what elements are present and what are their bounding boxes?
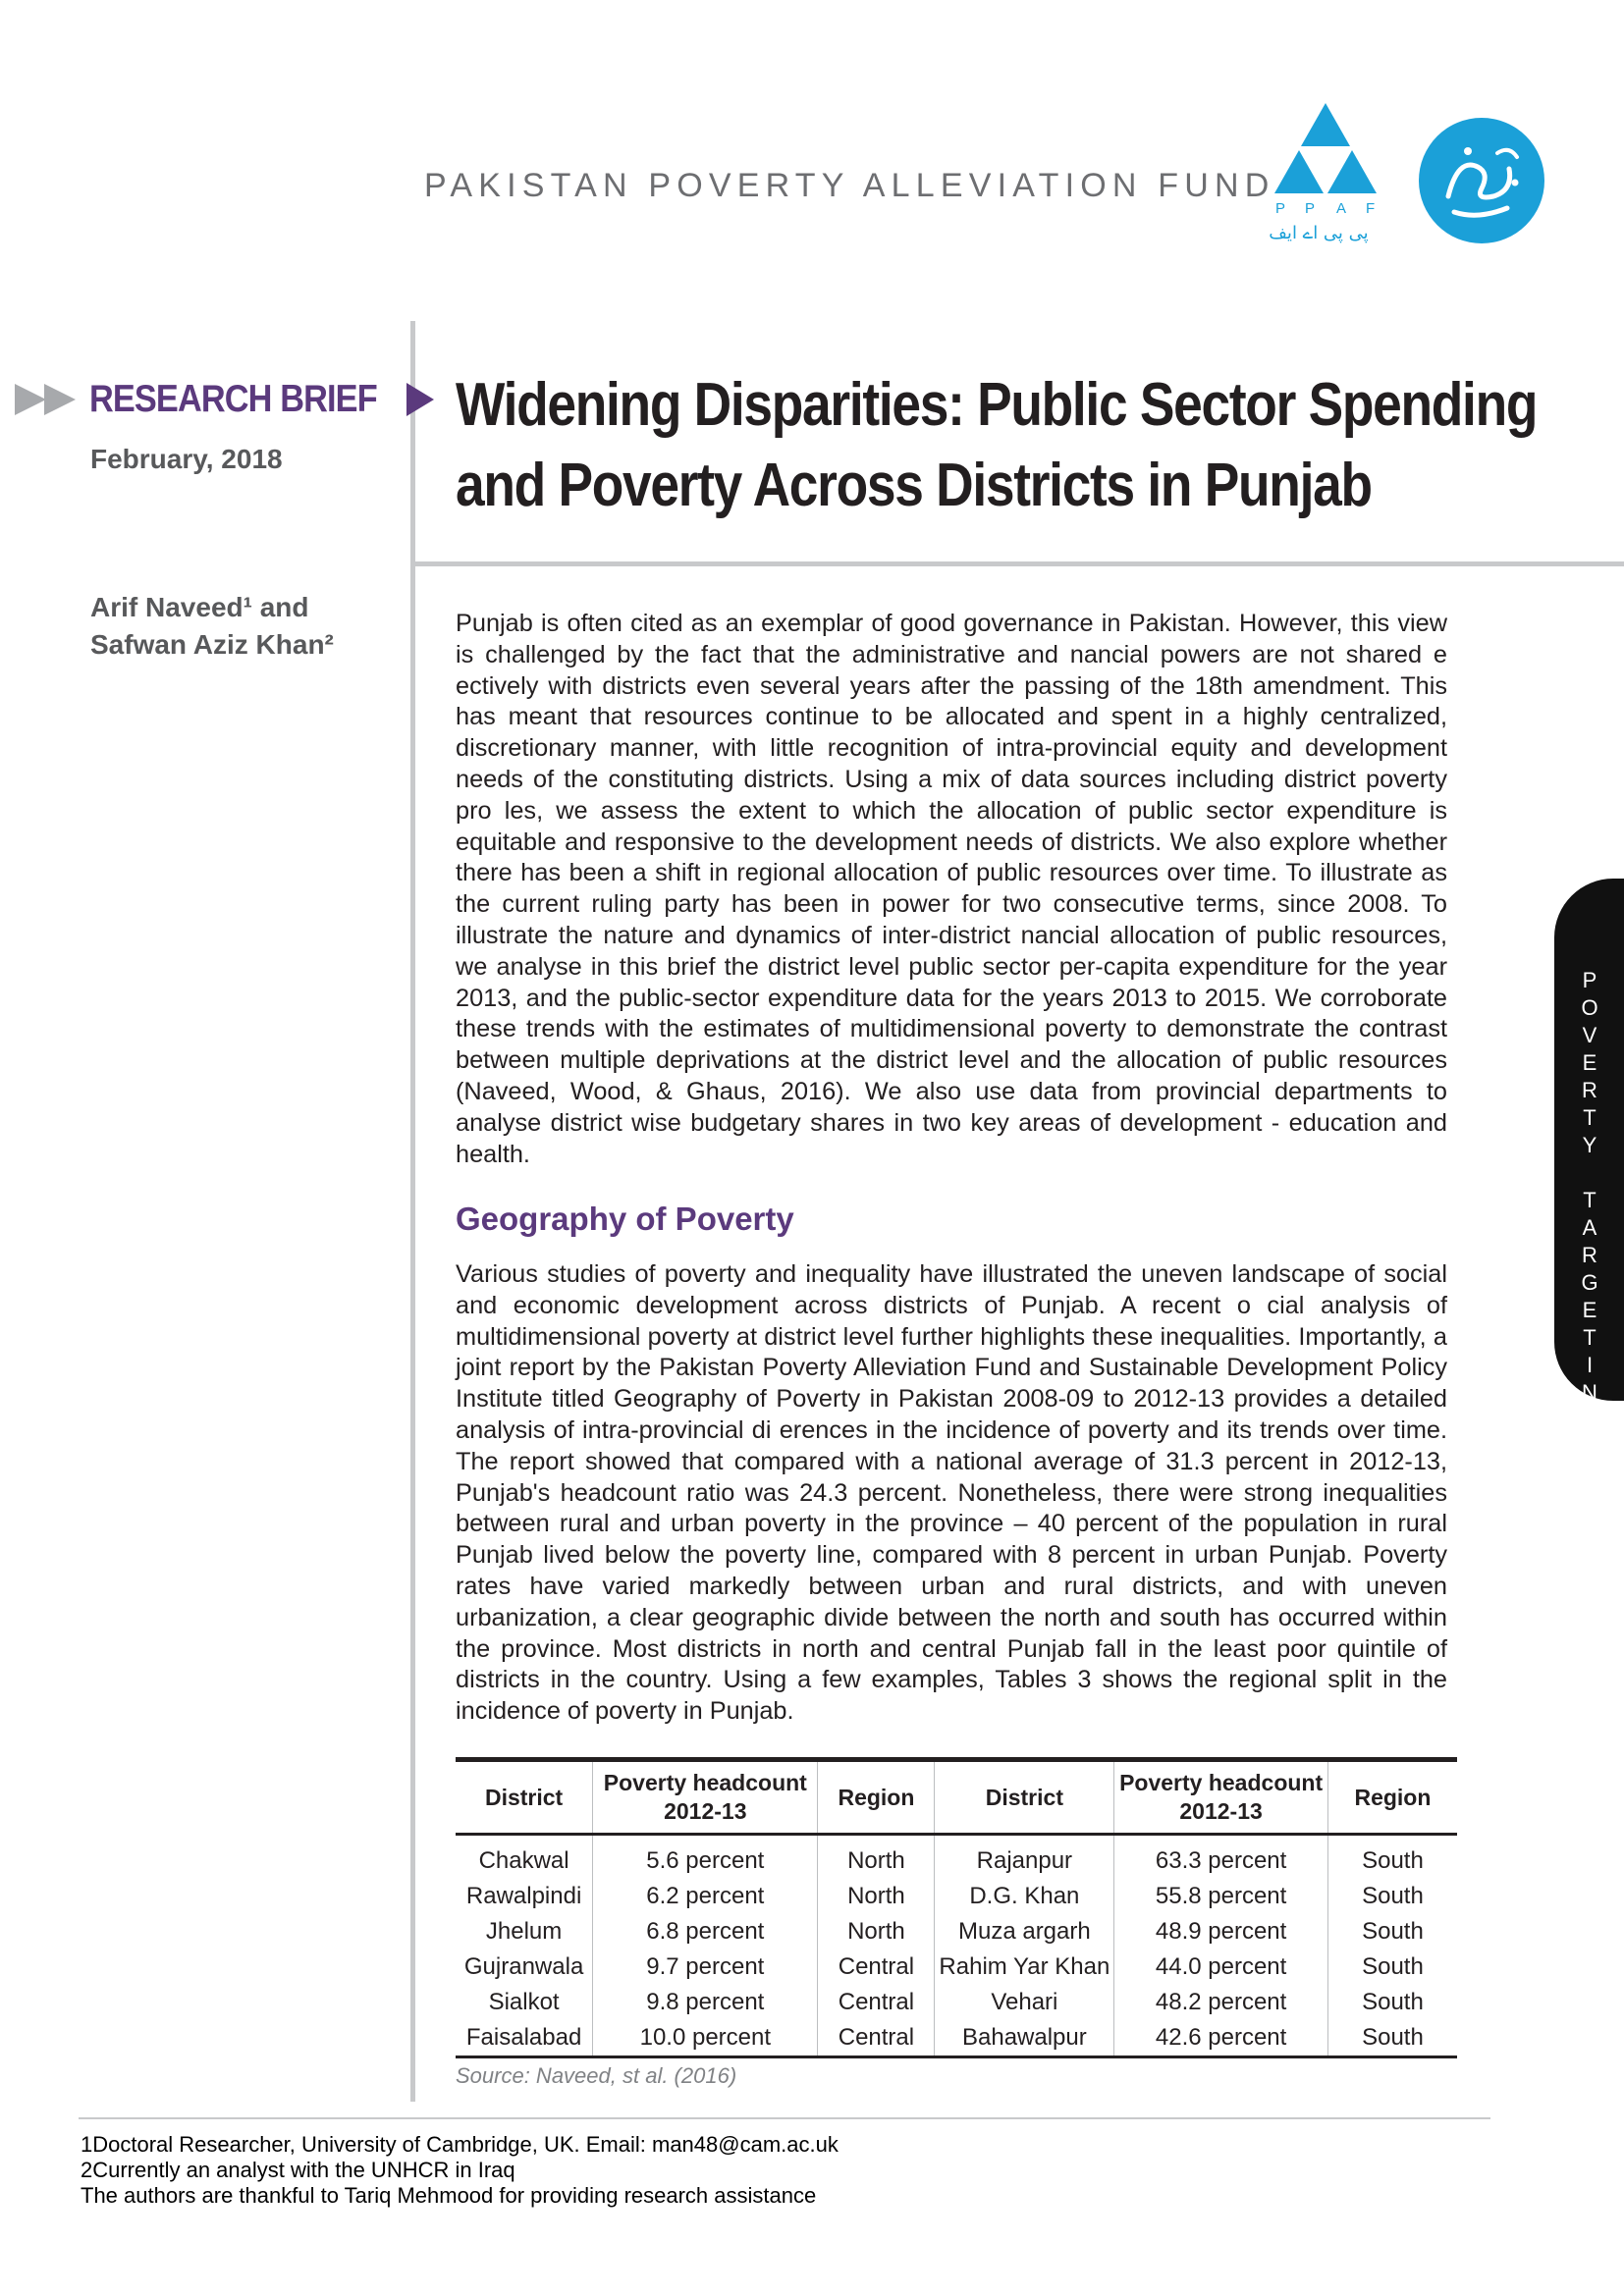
side-tab-char: T — [1583, 1325, 1597, 1350]
table-cell: Sialkot — [456, 1985, 593, 2020]
table-cell: 5.6 percent — [593, 1835, 818, 1880]
table-cell: Bahawalpur — [935, 2020, 1114, 2057]
side-tab-char: R — [1582, 1078, 1597, 1102]
table-cell: Vehari — [935, 1985, 1114, 2020]
footnote: The authors are thankful to Tariq Mehmood for providing research assistance — [81, 2183, 817, 2208]
side-tab-char: Y — [1582, 1133, 1597, 1157]
table-cell: Rawalpindi — [456, 1879, 593, 1914]
footnote: 1Doctoral Researcher, University of Cambridge, UK. Email: man48@cam.ac.uk — [81, 2132, 839, 2157]
calligraphy-icon — [1419, 118, 1544, 243]
logo-letter: P — [1305, 200, 1316, 217]
title-line: Widening Disparities: Public Sector Spending — [456, 371, 1538, 439]
footnotes — [81, 2132, 839, 2209]
side-tab-char: E — [1582, 1298, 1597, 1322]
table-cell: Jhelum — [456, 1914, 593, 1949]
circle-calligraphy-logo — [1419, 118, 1544, 243]
table-cell: 42.6 percent — [1114, 2020, 1328, 2057]
authors — [90, 589, 334, 664]
table-cell: South — [1362, 1883, 1424, 1909]
double-arrow-icon — [15, 380, 89, 419]
logo-letter: P — [1275, 200, 1286, 217]
side-tab-char: A — [1582, 1215, 1597, 1240]
side-tab-char: P — [1582, 968, 1597, 992]
column-header: Region — [1354, 1784, 1432, 1810]
intro-paragraph: Punjab is often cited as an exemplar of good governance in Pakistan. However, this view is challenged by the fact that the administrative and nancial powers are not shared e ectively with districts even several years after the passing of the 18th amendment. This has meant that resources continue to be allocated and spent in a highly centralized, discretionary manner, with little recognition of intra-provincial equity and development needs of the constituting districts. Using a mix of data sources including district poverty pro les, we assess the extent to which the allocation of public sector expenditure is equitable and responsive to the development needs of districts. We also explore whether there has been a shift in regional allocation of public resources over time. To illustrate as the current ruling party has been in power for two consecutive terms, since 2008. To illustrate the nature and dynamics of inter-district nancial allocation of public resources, we analyse in this brief the district level public sector per-capita expenditure for the year 2013, and the public-sector expenditure data for the years 2013 to 2015. We corroborate these trends with the estimates of multidimensional poverty to demonstrate the contrast between multiple deprivations at the district level and the allocation of public resources (Naveed, Wood, & Ghaus, 2016). We also use data from provincial departments to analyse district wise budgetary shares in two key areas of development - education and health. — [456, 610, 1447, 1168]
table-row — [456, 1835, 1457, 1880]
table-cell: Central — [818, 2020, 935, 2057]
logo-urdu-text: پی پی اے ایف — [1269, 223, 1369, 243]
table-cell: 48.9 percent — [1114, 1914, 1328, 1949]
side-tab-char: E — [1582, 1050, 1597, 1075]
research-brief-label — [15, 375, 434, 424]
section-paragraph: Various studies of poverty and inequality have illustrated the uneven landscape of social and economic development across districts of Punjab. A recent o cial analysis of multidimensional poverty at district level further highlights these inequalities. Importantly, a joint report by the Pakistan Poverty Alleviation Fund and Sustainable Development Policy Institute titled Geography of Poverty in Pakistan 2008-09 to 2012-13 provides a detailed analysis of intra-provincial di erences in the incidence of poverty and its trends over time. The report showed that compared with a national average of 31.3 percent in 2012-13, Punjab's headcount ratio was 24.3 percent. Nonetheless, there were strong inequalities between rural and urban poverty in the province – 40 percent of the population in rural Punjab lived below the poverty line, compared with 8 percent in urban Punjab. Poverty rates have varied markedly between urban and rural districts, and with uneven urbanization, a clear geographic divide between the north and south has occurred within the province. Most districts in north and central Punjab fall in the least poor quintile of districts in the country. Using a few examples, Tables 3 shows the regional split in the incidence of poverty in Punjab. — [456, 1260, 1447, 1726]
side-tab-char: T — [1583, 1105, 1597, 1130]
table-cell: Muza argarh — [935, 1914, 1114, 1949]
title-divider — [415, 561, 1624, 566]
table-cell: South — [1362, 2024, 1424, 2051]
footnote-divider — [79, 2117, 1490, 2119]
table-cell: 63.3 percent — [1114, 1835, 1328, 1880]
side-tab-char: O — [1581, 995, 1598, 1020]
column-header: Poverty headcount 2012-13 — [593, 1760, 818, 1835]
table-cell: Central — [818, 1949, 935, 1985]
document-title — [456, 365, 1537, 526]
table-cell: 44.0 percent — [1114, 1949, 1328, 1985]
side-tab-char: G — [1581, 1270, 1598, 1295]
column-header: District — [935, 1760, 1114, 1835]
footnote: 2Currently an analyst with the UNHCR in Iraq — [81, 2158, 515, 2182]
table-cell: Rahim Yar Khan — [935, 1949, 1114, 1985]
table-cell: 9.8 percent — [593, 1985, 818, 2020]
table-cell: 48.2 percent — [1114, 1985, 1328, 2020]
table-cell: Central — [818, 1985, 935, 2020]
table-row — [456, 1914, 1457, 1949]
vertical-divider — [410, 321, 415, 2102]
table-cell: Chakwal — [456, 1835, 593, 1880]
table-cell: Faisalabad — [456, 2020, 593, 2057]
table-cell: 10.0 percent — [593, 2020, 818, 2057]
column-header: District — [456, 1760, 593, 1835]
side-tab-char: G — [1581, 1408, 1598, 1432]
table-cell: Rajanpur — [935, 1835, 1114, 1880]
side-tab-char: I — [1586, 1353, 1594, 1377]
table-cell: South — [1362, 1847, 1424, 1874]
table-cell: South — [1362, 1989, 1424, 2015]
author-line: Arif Naveed¹ and — [90, 592, 309, 622]
table-cell: North — [818, 1914, 935, 1949]
table-cell: 6.8 percent — [593, 1914, 818, 1949]
table-cell: North — [818, 1879, 935, 1914]
table-cell: 55.8 percent — [1114, 1879, 1328, 1914]
ppaf-logo — [1262, 101, 1389, 258]
side-tab-char: R — [1582, 1243, 1597, 1267]
side-tab-char: V — [1582, 1023, 1597, 1047]
table-row — [456, 1949, 1457, 1985]
table-cell: 6.2 percent — [593, 1879, 818, 1914]
side-tab-char: T — [1583, 1188, 1597, 1212]
table-cell: South — [1362, 1918, 1424, 1945]
publication-date: February, 2018 — [90, 444, 283, 474]
side-tab-char: N — [1582, 1380, 1597, 1405]
research-brief-text: RESEARCH BRIEF — [89, 378, 377, 420]
table-row — [456, 1879, 1457, 1914]
table-row — [456, 1985, 1457, 2020]
poverty-table — [456, 1757, 1457, 2058]
logo-letter: F — [1366, 200, 1376, 217]
title-line: and Poverty Across Districts in Punjab — [456, 452, 1372, 519]
table-cell: 9.7 percent — [593, 1949, 818, 1985]
table-cell: South — [1362, 1953, 1424, 1980]
play-arrow-icon — [406, 383, 434, 416]
side-tab-char — [1575, 1159, 1604, 1187]
column-header: Region — [818, 1760, 935, 1835]
section-heading: Geography of Poverty — [456, 1201, 794, 1237]
table-source: Source: Naveed, st al. (2016) — [456, 2063, 737, 2088]
table-cell: D.G. Khan — [935, 1879, 1114, 1914]
logo-letter: A — [1336, 200, 1347, 217]
table-cell: Gujranwala — [456, 1949, 593, 1985]
author-line: Safwan Aziz Khan² — [90, 629, 334, 660]
table-row — [456, 2020, 1457, 2057]
table-cell: North — [818, 1835, 935, 1880]
side-tab-label — [1575, 967, 1604, 1434]
table-header-row — [456, 1760, 1457, 1835]
org-name: PAKISTAN POVERTY ALLEVIATION FUND — [424, 167, 1275, 204]
column-header: Poverty headcount 2012-13 — [1114, 1760, 1328, 1835]
